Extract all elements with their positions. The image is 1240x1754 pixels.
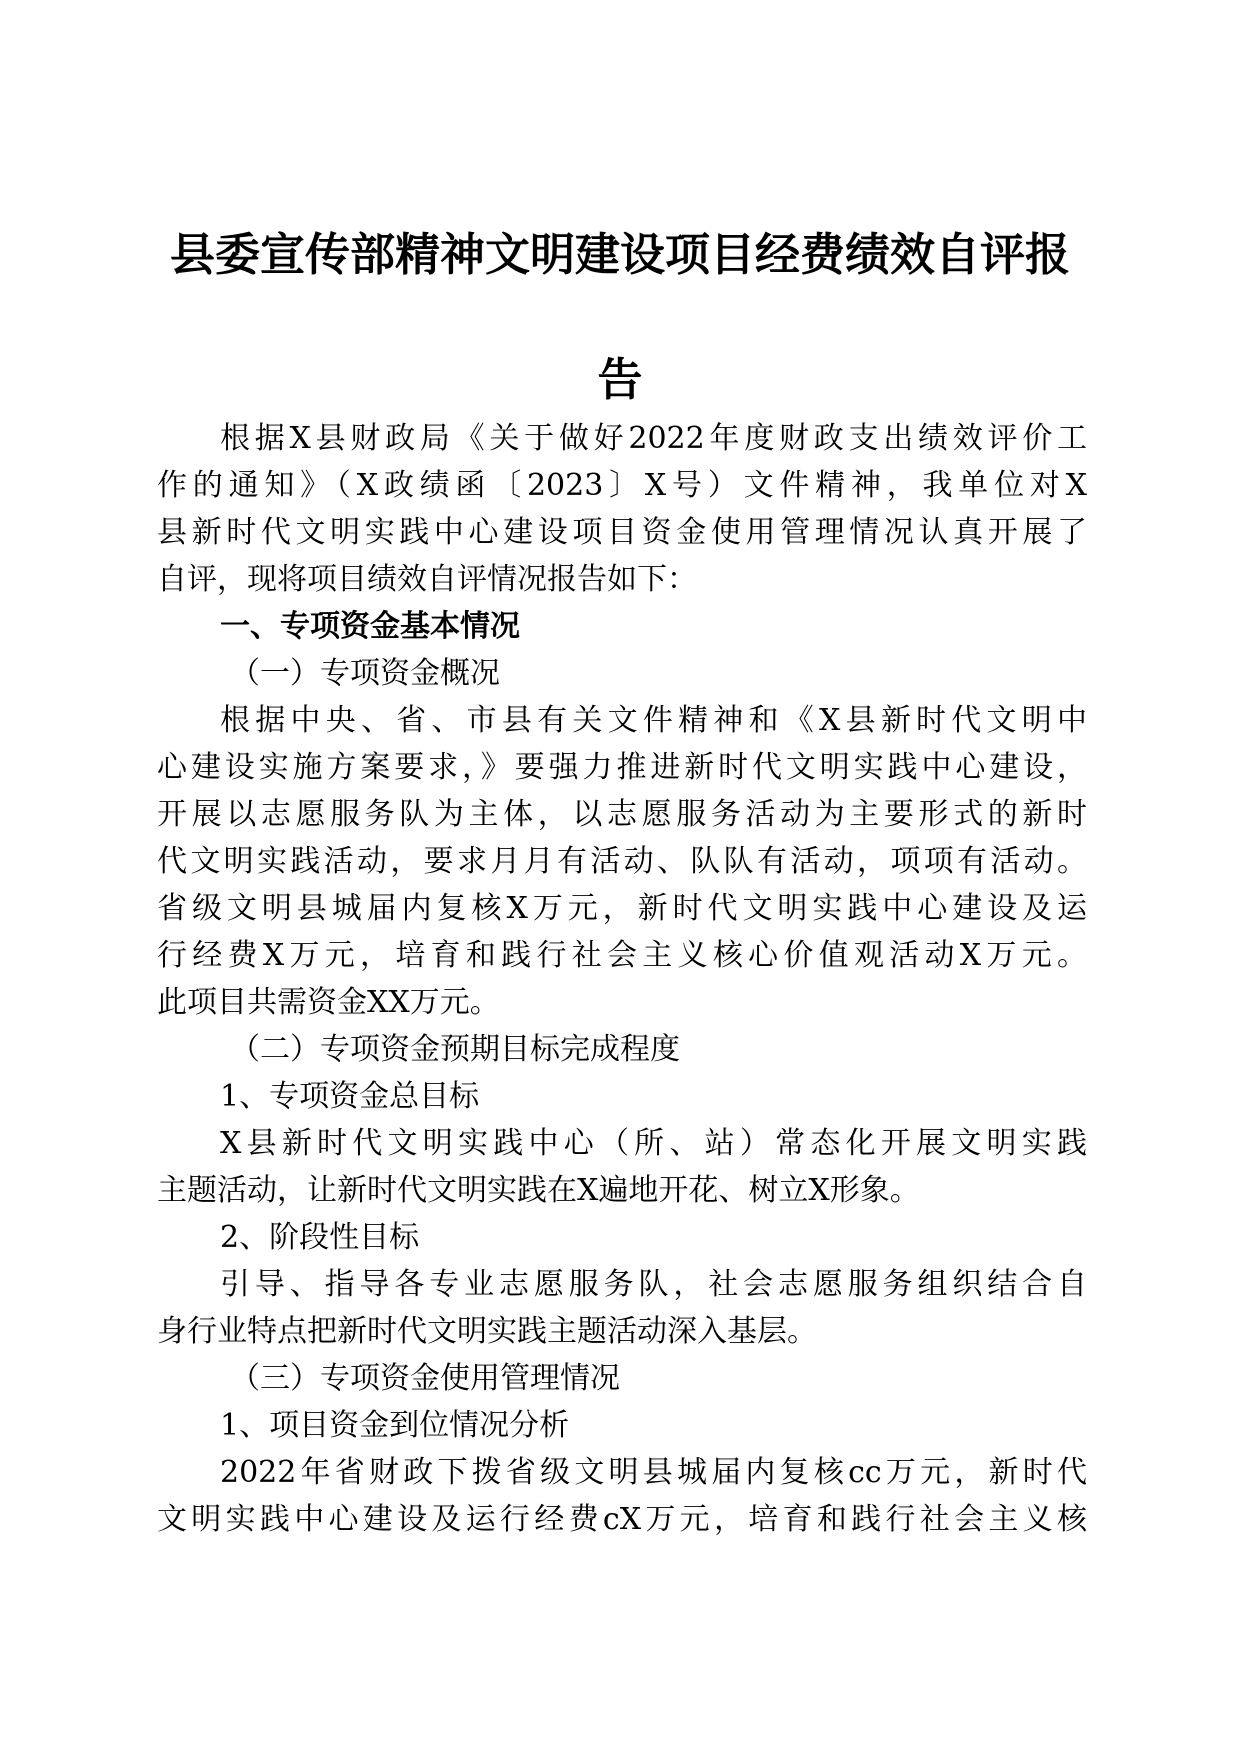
paragraph-line: 省级文明县城届内复核X万元，新时代文明实践中心建设及运 xyxy=(157,891,1087,926)
paragraph-line: 引导、指导各专业志愿服务队，社会志愿服务组织结合自 xyxy=(220,1267,1087,1302)
paragraph-line: 身行业特点把新时代文明实践主题活动深入基层。 xyxy=(157,1314,817,1349)
subsection-heading: （一）专项资金概况 xyxy=(230,656,500,691)
paragraph-line: 开展以志愿服务队为主体，以志愿服务活动为主要形式的新时 xyxy=(157,797,1087,832)
subsection-heading: （二）专项资金预期目标完成程度 xyxy=(230,1032,680,1067)
document-title-line-1: 县委宣传部精神文明建设项目经费绩效自评报 xyxy=(169,228,1070,281)
subsection-heading: （三）专项资金使用管理情况 xyxy=(230,1361,620,1396)
paragraph-line: 心建设实施方案要求，》要强力推进新时代文明实践中心建设， xyxy=(157,750,1087,785)
paragraph-line: 作的通知》（X政绩函〔2023〕X号）文件精神，我单位对X xyxy=(157,468,1087,503)
section-heading: 一、专项资金基本情况 xyxy=(220,609,520,644)
item-heading: 2、阶段性目标 xyxy=(220,1220,420,1255)
paragraph-line: 行经费X万元，培育和践行社会主义核心价值观活动X万元。 xyxy=(157,938,1087,973)
paragraph-line: 根据X县财政局《关于做好2022年度财政支出绩效评价工 xyxy=(220,421,1087,456)
paragraph-line: X县新时代文明实践中心（所、站）常态化开展文明实践 xyxy=(220,1126,1087,1161)
paragraph-line: 文明实践中心建设及运行经费cX万元，培育和践行社会主义核 xyxy=(157,1502,1087,1537)
document-title-line-2: 告 xyxy=(597,353,643,406)
paragraph-line: 县新时代文明实践中心建设项目资金使用管理情况认真开展了 xyxy=(157,515,1087,550)
paragraph-line: 代文明实践活动，要求月月有活动、队队有活动，项项有活动。 xyxy=(157,844,1087,879)
paragraph-line: 2022年省财政下拨省级文明县城届内复核cc万元，新时代 xyxy=(220,1455,1087,1490)
item-heading: 1、专项资金总目标 xyxy=(220,1079,480,1114)
paragraph-line: 此项目共需资金XX万元。 xyxy=(157,985,500,1020)
paragraph-line: 根据中央、省、市县有关文件精神和《X县新时代文明中 xyxy=(220,703,1087,738)
paragraph-line: 主题活动，让新时代文明实践在X遍地开花、树立X形象。 xyxy=(157,1173,920,1208)
item-heading: 1、项目资金到位情况分析 xyxy=(220,1408,570,1443)
paragraph-line: 自评，现将项目绩效自评情况报告如下： xyxy=(157,562,697,597)
